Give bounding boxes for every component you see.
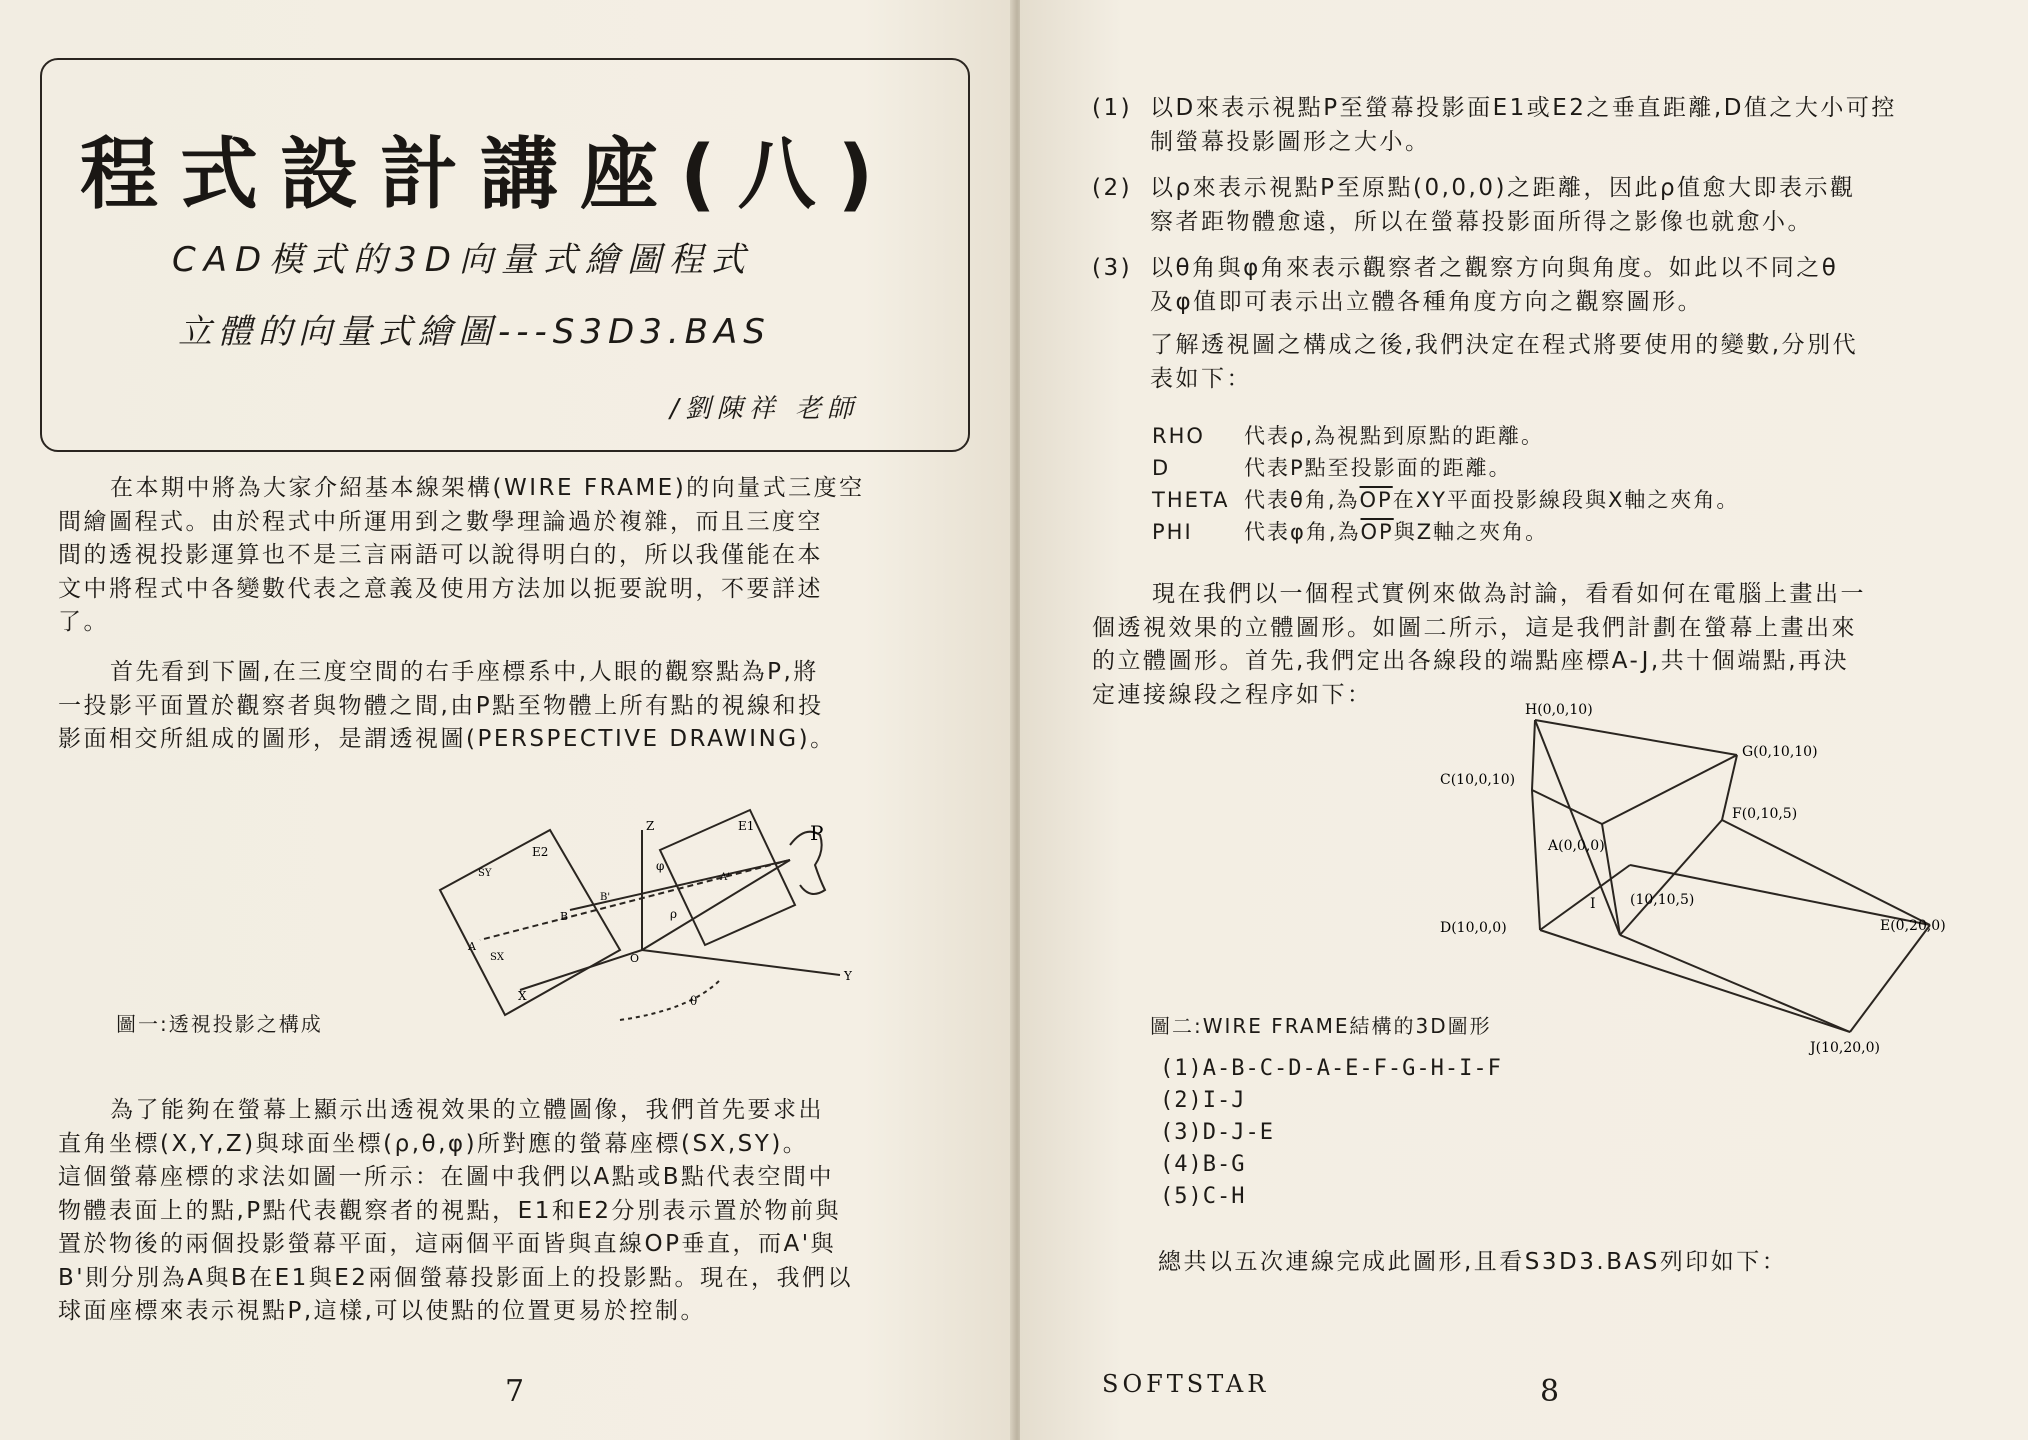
variable-d xyxy=(1152,452,1512,482)
variable-name: THETA xyxy=(1152,488,1230,512)
point-a-label: A(0,0,0) xyxy=(1548,838,1605,854)
variable-description: 代表φ角,為 xyxy=(1244,520,1361,544)
text-line: 的立體圖形。首先,我們定出各線段的端點座標A-J,共十個端點,再決 xyxy=(1092,648,1850,674)
label-a: A xyxy=(468,940,476,953)
connection-sequence: (1)A-B-C-D-A-E-F-G-H-I-F xyxy=(1160,1056,1502,1081)
label-y: Y xyxy=(844,969,852,983)
point-f-label: F(0,10,5) xyxy=(1732,806,1798,822)
label-e1: E1 xyxy=(738,819,755,833)
text-line: 這個螢幕座標的求法如圖一所示：在圖中我們以A點或B點代表空間中 xyxy=(58,1164,835,1190)
text-line: 置於物後的兩個投影螢幕平面，這兩個平面皆與直線OP垂直，而A'與 xyxy=(58,1231,837,1257)
label-p: P xyxy=(810,821,824,845)
variable-phi xyxy=(1152,516,1548,546)
edge-c-h xyxy=(1532,720,1535,790)
intro-paragraph xyxy=(58,472,958,640)
edge-i-j xyxy=(1620,935,1850,1032)
text-line: 及φ值即可表示出立體各種角度方向之觀察圖形。 xyxy=(1150,288,1704,315)
connection-sequence: (4)B-G xyxy=(1160,1152,1246,1177)
text-line: 首先看到下圖,在三度空間的右手座標系中,人眼的觀察點為P,將 xyxy=(110,659,819,685)
list-item-number: (2) xyxy=(1092,175,1133,201)
label-b-prime: B' xyxy=(600,892,611,903)
point-d-label: D(10,0,0) xyxy=(1440,920,1507,936)
list-item-number: (1) xyxy=(1092,95,1133,121)
variable-description: 代表θ角,為 xyxy=(1244,488,1360,512)
text-line: 一投影平面置於觀察者與物體之間,由P點至物體上所有點的視線和投 xyxy=(58,692,824,719)
edge-d-a xyxy=(1540,865,1630,930)
point-c-label: C(10,0,10) xyxy=(1440,772,1516,788)
closing-sentence: 總共以五次連線完成此圖形,且看S3D3.BAS列印如下： xyxy=(1158,1249,1788,1275)
edge-h-g xyxy=(1535,720,1737,755)
edge-j-e xyxy=(1850,925,1930,1032)
author-name: /劉陳祥 老師 xyxy=(670,394,860,424)
screen-coordinate-paragraph xyxy=(58,1094,958,1329)
label-o: O xyxy=(630,952,640,965)
text-line: 為了能夠在螢幕上顯示出透視效果的立體圖像，我們首先要求出 xyxy=(110,1097,824,1123)
page-number-right: 8 xyxy=(1540,1374,1560,1409)
text-line: B'則分別為A與B在E1與E2兩個螢幕投影面上的投影點。現在，我們以 xyxy=(58,1264,853,1291)
x-axis xyxy=(520,950,642,990)
figure-1-caption: 圖一:透視投影之構成 xyxy=(116,1012,323,1036)
point-h-label: H(0,0,10) xyxy=(1525,702,1593,718)
publisher-brand: SOFTSTAR xyxy=(1102,1370,1270,1398)
figure-1-perspective-diagram xyxy=(420,800,900,1050)
text-line: 文中將程式中各變數代表之意義及使用方法加以扼要說明，不要詳述 xyxy=(58,575,823,602)
variable-rho xyxy=(1152,420,1544,450)
label-a-prime: A' xyxy=(720,872,730,883)
article-title: 程式設計講座(八) xyxy=(80,130,896,220)
edge-b-g xyxy=(1602,755,1737,824)
text-line: 了解透視圖之構成之後,我們決定在程式將要使用的變數,分別代 xyxy=(1150,332,1859,358)
text-line: 間繪圖程式。由於程式中所運用到之數學理論過於複雜，而且三度空 xyxy=(58,508,823,535)
theta-arc xyxy=(620,980,720,1020)
variable-name: D xyxy=(1152,456,1171,480)
text-line: 了。 xyxy=(58,609,109,635)
article-subtitle-2: 立體的向量式繪圖---S3D3.BAS xyxy=(178,312,771,352)
connection-sequence: (3)D-J-E xyxy=(1160,1120,1274,1145)
overline-op: $\overline{OP}$ xyxy=(1360,520,1394,544)
text-line: 以D來表示視點P至螢幕投影面E1或E2之垂直距離,D值之大小可控 xyxy=(1150,95,1897,121)
edge-c-d xyxy=(1532,790,1540,930)
article-subtitle: CAD模式的3D向量式繪圖程式 xyxy=(172,240,753,280)
text-line: 表如下： xyxy=(1150,365,1252,392)
overline-op: $\overline{OP}$ xyxy=(1359,488,1393,512)
point-i-label: I xyxy=(1590,896,1596,912)
point-e-label: E(0,20,0) xyxy=(1880,918,1946,934)
edge-c-b xyxy=(1532,790,1602,824)
figure-2-caption: 圖二:WIRE FRAME結構的3D圖形 xyxy=(1150,1014,1492,1038)
point-g-label: G(0,10,10) xyxy=(1742,744,1818,760)
variable-description: 代表P點至投影面的距離。 xyxy=(1244,456,1512,480)
list-item-number: (3) xyxy=(1092,255,1133,281)
page-number-left: 7 xyxy=(505,1374,525,1409)
text-line: 現在我們以一個程式實例來做為討論，看看如何在電腦上畫出一 xyxy=(1152,581,1866,607)
connection-sequence: (5)C-H xyxy=(1160,1184,1246,1209)
text-line: 個透視效果的立體圖形。如圖二所示，這是我們計劃在螢幕上畫出來 xyxy=(1092,614,1857,641)
variable-description-rest: 與Z軸之夾角。 xyxy=(1393,520,1549,544)
label-sx: SX xyxy=(490,952,504,963)
variable-name: RHO xyxy=(1152,424,1205,448)
label-b: B xyxy=(560,910,569,923)
edge-i-f xyxy=(1620,820,1722,935)
text-line: 間的透視投影運算也不是三言兩語可以說得明白的，所以我僅能在本 xyxy=(58,542,823,568)
text-line: 以ρ來表示視點P至原點(0,0,0)之距離，因此ρ值愈大即表示觀 xyxy=(1150,175,1856,201)
label-e2: E2 xyxy=(532,845,549,859)
variable-name: PHI xyxy=(1152,520,1193,544)
connection-sequence: (2)I-J xyxy=(1160,1088,1246,1113)
label-z: Z xyxy=(646,819,655,833)
text-line: 制螢幕投影圖形之大小。 xyxy=(1150,128,1431,155)
example-paragraph xyxy=(1092,578,1992,712)
label-phi: φ xyxy=(656,859,665,873)
label-theta: θ xyxy=(690,994,698,1008)
text-line: 察者距物體愈遠，所以在螢幕投影面所得之影像也就愈小。 xyxy=(1150,208,1813,235)
text-line: 直角坐標(X,Y,Z)與球面坐標(ρ,θ,φ)所對應的螢幕座標(SX,SY)。 xyxy=(58,1130,809,1157)
point-j-label: J(10,20,0) xyxy=(1810,1040,1880,1056)
edge-d-j xyxy=(1540,930,1850,1032)
text-line: 以θ角與φ角來表示觀察者之觀察方向與角度。如此以不同之θ xyxy=(1150,255,1839,281)
point-i-coords: (10,10,5) xyxy=(1630,892,1695,908)
text-line: 定連接線段之程序如下： xyxy=(1092,681,1373,708)
text-line: 物體表面上的點,P點代表觀察者的視點，E1和E2分別表示置於物前與 xyxy=(58,1197,842,1224)
edge-f-e xyxy=(1722,820,1930,925)
perspective-paragraph xyxy=(58,656,958,757)
label-sy: SY xyxy=(478,868,492,879)
variable-description-rest: 在XY平面投影線段與X軸之夾角。 xyxy=(1392,488,1740,512)
text-line: 球面座標來表示視點P,這樣,可以使點的位置更易於控制。 xyxy=(58,1298,706,1324)
text-line: 影面相交所組成的圖形，是謂透視圖(PERSPECTIVE DRAWING)。 xyxy=(58,726,836,752)
text-line: 在本期中將為大家介紹基本線架構(WIRE FRAME)的向量式三度空 xyxy=(110,475,865,501)
variable-theta xyxy=(1152,484,1739,514)
variable-description: 代表ρ,為視點到原點的距離。 xyxy=(1244,424,1545,448)
label-rho: ρ xyxy=(670,907,678,921)
op-line xyxy=(642,860,790,950)
y-axis xyxy=(642,950,840,975)
label-x: X xyxy=(518,989,527,1003)
